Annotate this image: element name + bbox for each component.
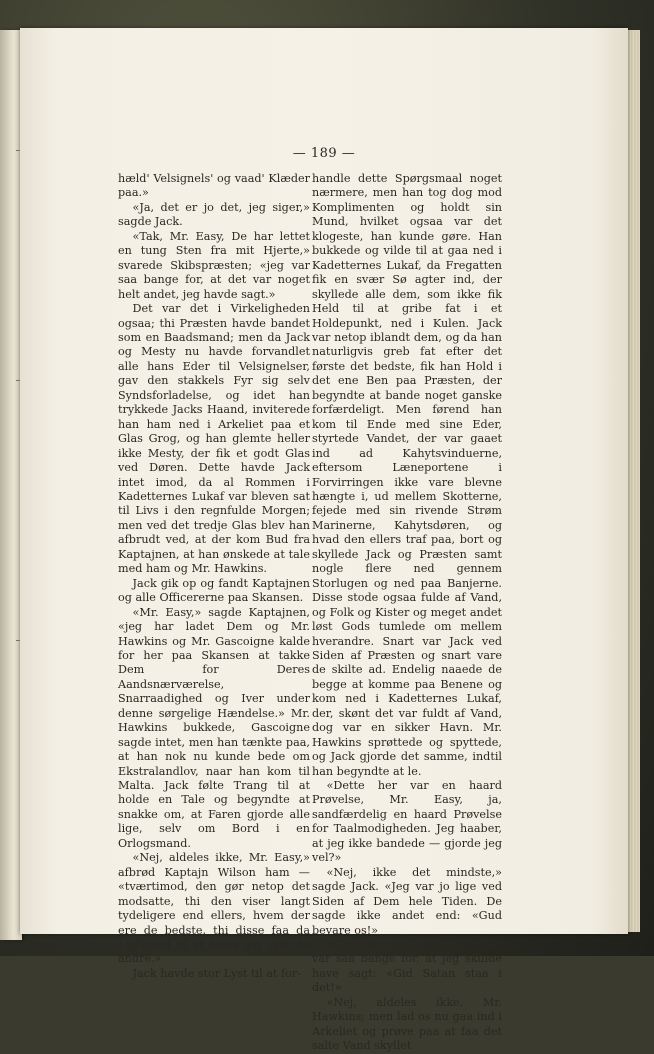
page-number: — 189 — [292, 146, 356, 161]
margin-mark [16, 380, 20, 381]
book-page [20, 28, 628, 1053]
margin-mark [16, 640, 20, 641]
previous-page-edge [0, 30, 22, 940]
page-block-edge [626, 30, 640, 932]
paragraph: Det var det i Virkeligheden ogsaa; thi Præsten havde bandet som en Baadsmand; men da Jack og Mesty nu havde forvandlet alle hans Eder til Velsignelser, gav den stakkels Fyr sig selv Syndsforladelse, og idet han trykkede Jacks Haand, inviterede han ham ned i Arkeliet paa et Glas Grog, og han glemte heller ikke Mesty, der fik et godt Glas ved Døren. Dette havde Jack intet imod, da al Rommen i Kadetternes Lukaf var bleven sat til Livs i den regnfulde Morgen; men ved det tredje Glas blev han afbrudt ved, at der kom Bud fra Kaptajnen, at han ønskede at tale med ham og Mr. Hawkins. [118, 302, 310, 576]
paragraph: hæld' Velsignels' og vaad' Klæder paa.» [118, 172, 310, 200]
paragraph: «Nej, aldeles ikke, Mr. Easy,» afbrød Kaptajn Wilson ham — «tværtimod, den gør netop det modsatte, thi den viser langt tydeligere end ellers, hvem der ere de bedste, thi disse faa da Lejlighed til at hæve sig over de andre.» [118, 851, 310, 966]
paragraph: «Ja, det er jo det, jeg siger,» sagde Jack. [118, 200, 310, 229]
paragraph: «Dette her var en haard Prøvelse, Mr. Easy, ja, sandfærdelig en haard Prøvelse for Taalmodigheden. Jeg haaber, at jeg ikke bandede — gjorde jeg vel?» [312, 779, 502, 865]
paragraph: Jack gik op og fandt Kaptajnen og alle Officererne paa Skansen. [118, 576, 310, 605]
paragraph: Jack havde stor Lyst til at for- [132, 966, 301, 980]
paragraph: «Tak, Mr. Easy, De har lettet en tung Sten fra mit Hjerte,» svarede Skibspræsten; «jeg var saa bange for, at det var noget helt andet, jeg havde sagt.» [118, 229, 310, 301]
paragraph: «Nej, ikke det mindste,» sagde Jack. «Jeg var jo lige ved Siden af Dem hele Tiden. De sagde ikke andet end: «Gud bevare os!» [312, 865, 502, 937]
paragraph: «Mr. Easy,» sagde Kaptajnen, «jeg har ladet Dem og Mr. Hawkins og Mr. Gascoigne kalde for her paa Skansen at takke Dem for Deres Aandsnærværelse, Snarraadighed og Iver under denne sørgelige Hændelse.» Mr. Hawkins bukkede, Gascoigne sagde intet, men han tænkte paa, at han nok nu kunde bede om Ekstralandlov, naar han kom til Malta. Jack følte Trang til at holde en Tale og begyndte at snakke om, at Faren gjorde alle lige, selv om Bord i en Orlogsmand. [118, 605, 310, 850]
right-column [312, 172, 502, 1054]
margin-mark [16, 150, 20, 151]
paragraph: handle dette Spørgsmaal noget nærmere, men han tog dog mod Komplimenten og holdt sin Mund, hvilket ogsaa var det klogeste, han kunde gøre. Han bukkede og vilde til at gaa ned i Kadetternes Lukaf, da Fregatten fik en svær Sø agter ind, der skyllede alle dem, som ikke fik Held til at gribe fat i et Holdepunkt, ned i Kulen. Jack var netop iblandt dem, og da han naturligvis greb fat efter det første det bedste, fik han Hold i det ene Ben paa Præsten, der begyndte at bande noget ganske forfærdeligt. Men førend han kom til Ende med sine Eder, styrtede Vandet, der var gaaet ind ad Kahytsvinduerne, eftersom Læneportene i Forvirringen ikke vare blevne hængte i, ud mellem Skotterne, fejede med sin rivende Strøm Marinerne, Kahytsdøren, og hvad den ellers traf paa, bort og skyllede Jack og Præsten samt nogle flere ned gennem Storlugen og ned paa Banjerne. Disse stode ogsaa fulde af Vand, og Folk og Kister og meget andet løst Gods tumlede om mellem hverandre. Snart var Jack ved Siden af Præsten og snart vare de skilte ad. Endelig naaede de begge at komme paa Benene og kom ned i Kadetternes Lukaf, der, skønt det var fuldt af Vand, dog var en sikker Havn. Mr. Hawkins sprøttede og spyttede, og Jack gjorde det samme, indtil han begyndte at le. [312, 172, 502, 778]
paragraph: «Nej, aldeles ikke, Mr. Hawkins; men lad os nu gaa ind i Arkeliet og prøve paa at faa det salte Vand skyllet [312, 995, 502, 1053]
left-column [118, 172, 310, 981]
paragraph: «Gud ske Lov, ikke andet. Jeg var saa bange for, at jeg skulde have sagt: «Gid Satan staa i det!» [312, 938, 502, 995]
